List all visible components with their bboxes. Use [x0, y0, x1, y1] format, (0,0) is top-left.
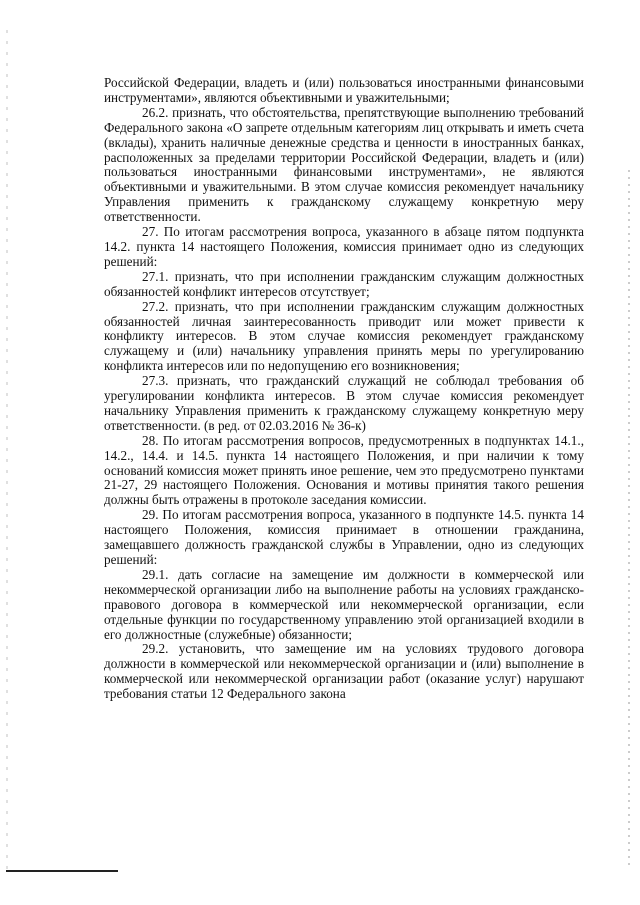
document-page	[104, 76, 584, 702]
paragraph-26-2: 26.2. признать, что обстоятельства, препятствующие выполнению требований Федерального закона «О запрете отдельным категориям лиц открывать и иметь счета (вклады), хранить наличные денежные средства и ценности в иностранных банках, расположенных за пределами территории Российской Федерации, владеть и (или) пользоваться иностранными финансовыми инструментами», не являются объективными и уважительными. В этом случае комиссия рекомендует начальнику Управления применить к гражданскому служащему конкретную меру ответственности.	[104, 104, 584, 225]
scan-edge-left	[6, 30, 8, 870]
paragraph-29-1: 29.1. дать согласие на замещение им должности в коммерческой или некоммерческой организации либо на выполнение работы на условиях гражданско-правового договора в коммерческой или некоммерческой организации, если отдельные функции по государственному управлению этой организацией входили в его должностные (служебные) обязанности;	[104, 566, 584, 642]
paragraph-29-2: 29.2. установить, что замещение им на условиях трудового договора должности в коммерческой или некоммерческой организации и (или) выполнение в коммерческой или некоммерческой организации работ (оказание услуг) нарушают требования статьи 12 Федерального закона	[104, 641, 584, 702]
scan-edge-right	[628, 170, 630, 870]
paragraph-27: 27. По итогам рассмотрения вопроса, указанного в абзаце пятом подпункта 14.2. пункта 14 настоящего Положения, комиссия принимает одно из следующих решений:	[104, 224, 584, 269]
paragraph-27-1: 27.1. признать, что при исполнении гражданским служащим должностных обязанностей конфликт интересов отсутствует;	[104, 268, 584, 299]
paragraph-27-3: 27.3. признать, что гражданский служащий не соблюдал требования об урегулировании конфликта интересов. В этом случае комиссия рекомендует начальнику Управления применить к гражданскому служащему конкретную меру ответственности. (в ред. от 02.03.2016 № 36-к)	[104, 373, 584, 433]
paragraph-continuation: Российской Федерации, владеть и (или) пользоваться иностранными финансовыми инструментами», являются объективными и уважительными;	[104, 75, 584, 105]
paragraph-29: 29. По итогам рассмотрения вопроса, указанного в подпункте 14.5. пункта 14 настоящего Положения, комиссия принимает в отношении гражданина, замещавшего должность гражданской службы в Управлении, одно из следующих решений:	[104, 507, 584, 567]
paragraph-28: 28. По итогам рассмотрения вопросов, предусмотренных в подпунктах 14.1., 14.2., 14.4. и 14.5. пункта 14 настоящего Положения, и при наличии к тому оснований комиссия может принять иное решение, чем это предусмотрено пунктами 21-27, 29 настоящего Положения. Основания и мотивы принятия такого решения должны быть отражены в протоколе заседания комиссии.	[104, 432, 584, 508]
footer-rule	[6, 870, 118, 872]
paragraph-27-2: 27.2. признать, что при исполнении гражданским служащим должностных обязанностей личная заинтересованность приводит или может привести к конфликту интересов. В этом случае комиссия рекомендует гражданскому служащему и (или) начальнику управления принять меры по урегулированию конфликта интересов или по недопущению его возникновения;	[104, 298, 584, 374]
